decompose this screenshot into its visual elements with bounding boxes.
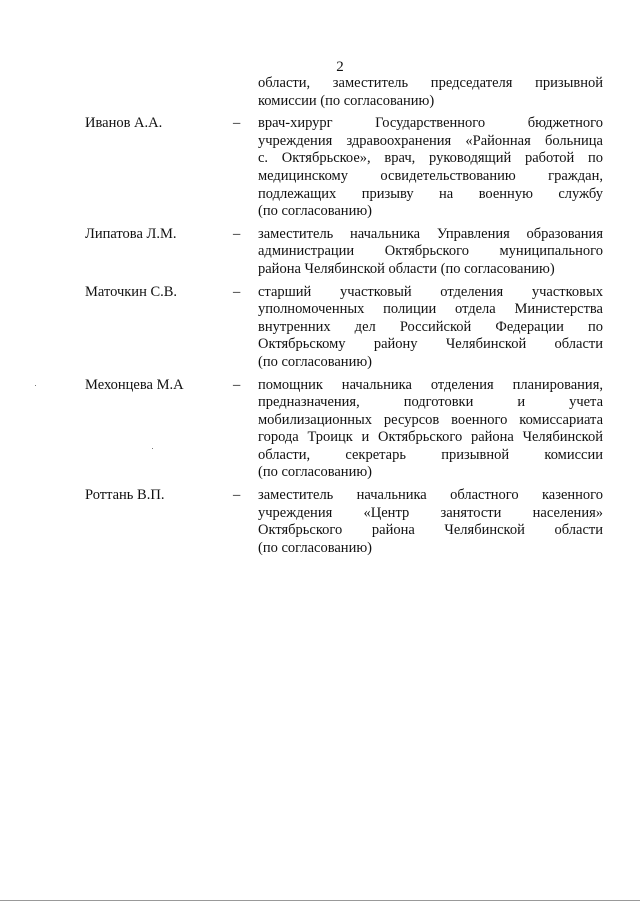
role-line: заместитель начальника Управления образования (258, 225, 603, 242)
member-entry (0, 115, 640, 221)
role-line: администрации Октябрьского муниципального (258, 243, 603, 260)
continuation-role (258, 75, 603, 110)
role-line: мобилизационных ресурсов военного комиссариата (258, 411, 603, 428)
role-line: комиссии (по согласованию) (258, 92, 435, 109)
dash-separator: – (233, 376, 241, 393)
role-line: (по согласованию) (258, 464, 372, 481)
commission-members-list (0, 75, 640, 557)
role-line: (по согласованию) (258, 203, 372, 220)
role-line: Октябрьского района Челябинской области (258, 522, 603, 539)
role-line: (по согласованию) (258, 539, 372, 556)
member-entry (0, 487, 640, 557)
role-line: заместитель начальника областного казенного (258, 487, 603, 504)
role-line: старший участковый отделения участковых (258, 283, 603, 300)
member-name: Маточкин С.В. (85, 283, 178, 300)
role-line: города Троицк и Октябрьского района Челябинской (258, 429, 603, 446)
member-entry (0, 377, 640, 483)
member-name: Мехонцева М.А (85, 376, 184, 393)
member-role (258, 377, 603, 483)
member-role (258, 115, 603, 221)
continuation-entry (0, 75, 640, 110)
dash-separator: – (233, 115, 241, 132)
member-name: Липатова Л.М. (85, 225, 177, 242)
role-line: уполномоченных полиции отдела Министерства (258, 301, 603, 318)
scan-bottom-edge (0, 900, 640, 901)
role-line: района Челябинской области (по согласованию) (258, 260, 555, 277)
role-line: врач-хирург Государственного бюджетного (258, 115, 603, 132)
dash-separator: – (233, 225, 241, 242)
page-number: 2 (336, 59, 344, 75)
role-line: Октябрьскому району Челябинской области (258, 336, 603, 353)
member-role (258, 226, 603, 279)
member-role (258, 284, 603, 372)
dash-separator: – (233, 487, 241, 504)
role-line: учреждения «Центр занятости населения» (258, 504, 603, 521)
member-role (258, 487, 603, 557)
scan-speck (35, 385, 36, 386)
role-line: области, секретарь призывной комиссии (258, 446, 603, 463)
member-name: Роттань В.П. (85, 487, 165, 504)
role-line: подлежащих призыву на военную службу (258, 185, 603, 202)
member-entry (0, 226, 640, 279)
role-line: области, заместитель председателя призывной (258, 75, 603, 91)
scan-speck (152, 448, 153, 449)
role-line: учреждения здравоохранения «Районная больница (258, 132, 603, 149)
role-line: помощник начальника отделения планирования, (258, 376, 603, 393)
role-line: предназначения, подготовки и учета (258, 394, 603, 411)
dash-separator: – (233, 283, 241, 300)
role-line: медицинскому освидетельствованию граждан, (258, 167, 603, 184)
role-line: с. Октябрьское», врач, руководящий работой по (258, 150, 603, 167)
member-entry (0, 284, 640, 372)
role-line: (по согласованию) (258, 353, 372, 370)
role-line: внутренних дел Российской Федерации по (258, 318, 603, 335)
member-name: Иванов А.А. (85, 115, 163, 132)
